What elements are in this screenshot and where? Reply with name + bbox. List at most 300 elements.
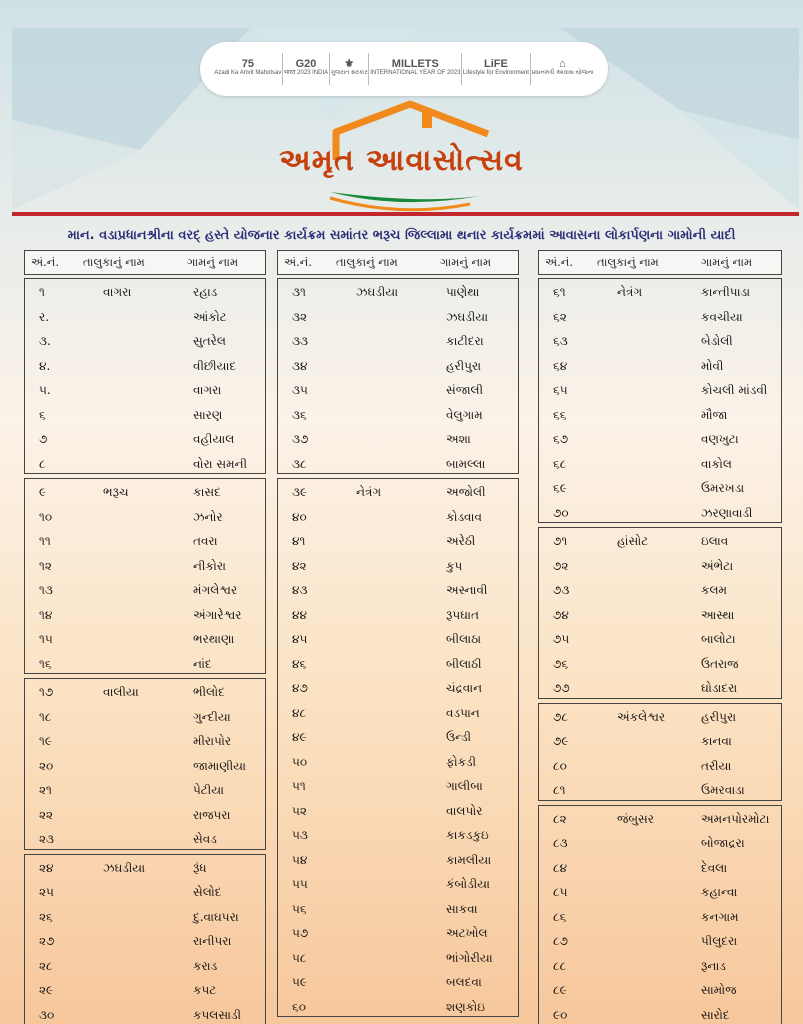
village-name: કાસદ <box>193 485 221 499</box>
village-name: ઉન્ડી <box>446 730 472 744</box>
serial-number: ૯ <box>39 485 47 499</box>
village-name: અટખોલ <box>446 926 488 940</box>
village-name: વહીયાલ <box>193 432 235 446</box>
header-taluka: તાલુકાનું નામ <box>597 255 659 269</box>
table-row <box>25 928 265 953</box>
serial-number: ૨૮ <box>39 958 53 973</box>
village-name: સારોદ <box>701 1007 730 1022</box>
village-name: વીછીયાદ <box>193 358 237 373</box>
serial-number: ૮૭ <box>553 934 568 948</box>
serial-number: ૧૭ <box>39 685 54 699</box>
village-name: મંગલેશ્વર <box>193 583 238 597</box>
taluka-group <box>538 805 782 1024</box>
village-name: કંબોડીયા <box>446 877 490 891</box>
serial-number: ૮૬ <box>553 909 567 924</box>
village-name: અસ્નાવી <box>446 583 488 597</box>
serial-number: ૭૨ <box>553 558 569 573</box>
table-row <box>539 753 781 778</box>
serial-number: ૧૯ <box>39 734 52 748</box>
village-name: રાનીપરા <box>193 934 232 948</box>
village-name: બીલાઠા <box>446 632 482 646</box>
table-row <box>539 651 781 676</box>
village-name: નાંદ <box>193 656 212 671</box>
header-taluka: તાલુકાનું નામ <box>83 255 145 269</box>
table-row <box>539 328 781 353</box>
serial-number: ૧૪ <box>39 607 53 622</box>
table-row <box>25 904 265 929</box>
serial-number: ૨૭ <box>39 934 55 948</box>
table-row <box>25 728 265 753</box>
table-row <box>278 969 518 994</box>
village-name: અશા <box>446 432 471 446</box>
village-name: ઝઘડીયા <box>446 309 489 324</box>
village-name: કાન્તીપાડા <box>701 285 751 299</box>
table-row <box>539 626 781 651</box>
village-name: અંગારેશ્વર <box>193 607 242 622</box>
serial-number: ૮ <box>39 456 46 471</box>
table-row <box>25 353 265 378</box>
table-row <box>278 553 518 578</box>
taluka-name: નેત્રંગ <box>617 285 643 299</box>
logo-mark: ⌂ <box>559 58 566 70</box>
village-name: પીલુદરા <box>701 934 738 948</box>
taluka-group <box>24 278 266 474</box>
serial-number: ૮૫ <box>553 885 568 899</box>
house-roof-icon <box>0 0 803 220</box>
table-row <box>278 749 518 774</box>
table-row <box>539 279 781 304</box>
village-name: ઝનોર <box>193 509 223 524</box>
table-row <box>539 728 781 753</box>
village-name: સુતરેલ <box>193 334 226 348</box>
serial-number: ૩૩ <box>292 334 308 348</box>
serial-number: ૩૬ <box>292 407 307 422</box>
serial-number: ૫૯ <box>292 975 307 989</box>
serial-number: ૪૩ <box>292 583 308 597</box>
village-name: બામલ્લા <box>446 456 486 471</box>
taluka-name: ઝઘડીયા <box>103 860 146 875</box>
table-row <box>25 626 265 651</box>
table-row <box>25 479 265 504</box>
serial-number: ૨૦ <box>39 758 54 773</box>
serial-number: ૨૫ <box>39 885 54 899</box>
serial-number: ૭૪ <box>553 607 569 622</box>
table-row <box>539 528 781 553</box>
village-name: સામોજ <box>701 983 737 997</box>
table-row <box>25 402 265 427</box>
serial-number: ૪૭ <box>292 681 308 695</box>
village-name: તરીયા <box>701 758 732 773</box>
table-row <box>278 328 518 353</box>
taluka-group <box>24 854 266 1024</box>
header-num: અં.નં. <box>31 255 60 269</box>
serial-number: ૮૯ <box>553 983 567 997</box>
village-name: પેટીયા <box>193 783 224 797</box>
village-name: નીકોરા <box>193 558 226 573</box>
header-num: અં.નં. <box>284 255 313 269</box>
table-row <box>278 377 518 402</box>
serial-number: ૩૦ <box>39 1007 55 1022</box>
village-name: કાટીદરા <box>446 334 484 348</box>
column-header <box>277 250 519 275</box>
serial-number: ૬૯ <box>553 481 567 495</box>
village-name: કપલસાડી <box>193 1007 242 1022</box>
serial-number: ૨૬ <box>39 909 53 924</box>
header-num: અં.નં. <box>545 255 574 269</box>
village-name: સારણ <box>193 407 223 422</box>
taluka-group <box>277 478 519 1017</box>
serial-number: ૨૧ <box>39 783 52 797</box>
serial-number: ૧૦ <box>39 509 53 524</box>
serial-number: ૫. <box>39 383 51 397</box>
serial-number: ૨૪ <box>39 860 54 875</box>
serial-number: ૯૦ <box>553 1007 568 1022</box>
table-row <box>25 528 265 553</box>
village-name: ઇલાવ <box>701 534 729 548</box>
village-name: વોરા સમની <box>193 456 247 471</box>
table-row <box>278 626 518 651</box>
village-name: કપટ <box>193 983 217 997</box>
serial-number: ૫૭ <box>292 926 309 940</box>
village-name: કલમ <box>701 583 728 597</box>
serial-number: ૫૪ <box>292 852 308 867</box>
village-name: ભરથાણા <box>193 632 235 646</box>
village-name: અંભેટા <box>701 558 734 573</box>
logo-caption: ગુજરાત સરકાર <box>330 70 368 76</box>
village-name: કોચલી માંડવી <box>701 383 768 397</box>
serial-number: ૮૨ <box>553 811 567 826</box>
table-row <box>25 504 265 529</box>
header-village: ગામનું નામ <box>440 255 492 269</box>
table-row <box>278 577 518 602</box>
serial-number: ૪૫ <box>292 632 308 646</box>
table-row <box>25 553 265 578</box>
serial-number: ૧૫ <box>39 632 53 646</box>
serial-number: ૮૧ <box>553 783 566 797</box>
logo-caption: INTERNATIONAL YEAR OF 2023 <box>370 70 461 76</box>
village-name: ચંદ્રવાન <box>446 681 483 695</box>
table-row <box>539 830 781 855</box>
column-header <box>24 250 266 275</box>
table-row <box>278 451 518 476</box>
taluka-group <box>538 703 782 801</box>
taluka-name: નેત્રંગ <box>356 485 382 499</box>
village-name: કુપ <box>446 558 463 573</box>
village-name: આસ્થા <box>701 607 735 622</box>
taluka-name: અંકલેશ્વર <box>617 709 666 724</box>
serial-number: ૭૫ <box>553 632 570 646</box>
table-row <box>539 402 781 427</box>
column-header <box>538 250 782 275</box>
serial-number: ૩૮ <box>292 456 307 471</box>
village-name: કાનવા <box>701 734 732 748</box>
village-name: દુ.વાઘપરા <box>193 909 239 924</box>
table-row <box>278 773 518 798</box>
table-row <box>278 945 518 970</box>
serial-number: ૧૮ <box>39 709 52 724</box>
taluka-name: વાલીયા <box>103 685 139 699</box>
table-row <box>25 679 265 704</box>
table-row <box>25 602 265 627</box>
serial-number: ૫૧ <box>292 779 306 793</box>
table-row <box>539 377 781 402</box>
title-divider <box>12 212 799 216</box>
serial-number: ૩. <box>39 334 51 348</box>
village-name: ઉમરવાડા <box>701 783 745 797</box>
logo-caption: Azadi Ka Amrit Mahotsav <box>214 70 282 76</box>
serial-number: ૫૦ <box>292 754 308 769</box>
serial-number: ૩૪ <box>292 358 308 373</box>
village-name: રાજપરા <box>193 807 231 822</box>
village-name: વડપાન <box>446 705 480 720</box>
header-village: ગામનું નામ <box>187 255 239 269</box>
village-name: બોજાદ્રરા <box>701 836 745 850</box>
village-name: સેવડ <box>193 832 217 846</box>
village-name: ગાલીબા <box>446 779 483 793</box>
serial-number: ૩૧ <box>292 285 306 299</box>
village-name: કનગામ <box>701 909 739 924</box>
serial-number: ૩૯ <box>292 485 308 499</box>
serial-number: ૧૩ <box>39 583 53 597</box>
logo-caption: Lifestyle for Environment <box>462 70 529 76</box>
table-row <box>25 328 265 353</box>
serial-number: ૫૬ <box>292 901 307 916</box>
table-row <box>539 602 781 627</box>
table-row <box>25 1002 265 1024</box>
serial-number: ૭૭ <box>553 681 570 695</box>
village-name: ભાંગોરીયા <box>446 950 493 965</box>
village-name: ઘોડાદરા <box>701 681 738 695</box>
village-name: અજોલી <box>446 485 486 499</box>
serial-number: ૧૨ <box>39 558 52 573</box>
table-row <box>25 753 265 778</box>
village-name: વાલપોર <box>446 803 483 818</box>
table-row <box>278 847 518 872</box>
table-row <box>539 577 781 602</box>
table-row <box>278 700 518 725</box>
table-row <box>278 651 518 676</box>
serial-number: ૧ <box>39 285 45 299</box>
table-row <box>25 977 265 1002</box>
table-row <box>539 1002 781 1024</box>
serial-number: ૨૩ <box>39 832 55 846</box>
village-name: રૂનાડ <box>701 958 726 973</box>
village-name: બીલાઠી <box>446 656 482 671</box>
serial-number: ૬૫ <box>553 383 568 397</box>
serial-number: ૮૦ <box>553 758 567 773</box>
village-name: ઝરણાવાડી <box>701 505 753 520</box>
table-row <box>539 928 781 953</box>
table-row <box>539 553 781 578</box>
village-name: મોવી <box>701 358 724 373</box>
serial-number: ૬ <box>39 407 46 422</box>
serial-number: ૬૧ <box>553 285 566 299</box>
logo-mark: LiFE <box>484 58 508 70</box>
page-title: અમૃત આવાસોત્સવ <box>279 143 524 178</box>
village-name: પાણેથા <box>446 285 480 299</box>
taluka-name: ઝઘડીયા <box>356 285 399 299</box>
serial-number: ૭૯ <box>553 734 569 748</box>
table-row <box>25 953 265 978</box>
village-name: સેલોદ <box>193 885 222 899</box>
serial-number: ૫૨ <box>292 803 307 818</box>
serial-number: ૪૮ <box>292 705 307 720</box>
village-name: કરાડ <box>193 958 218 973</box>
serial-number: ૭૧ <box>553 534 568 548</box>
serial-number: ૭૦ <box>553 505 569 520</box>
table-row <box>539 879 781 904</box>
serial-number: ૭૬ <box>553 656 569 671</box>
table-row <box>278 479 518 504</box>
village-name: શણકોઇ <box>446 999 485 1014</box>
table-row <box>25 304 265 329</box>
serial-number: ૩૨ <box>292 309 308 324</box>
village-name: રૂંધ <box>193 860 207 875</box>
table-row <box>25 826 265 851</box>
village-name: બલદવા <box>446 975 482 989</box>
table-row <box>25 426 265 451</box>
table-row <box>539 304 781 329</box>
serial-number: ૧૧ <box>39 534 51 548</box>
logo-mark: ⚜ <box>344 58 355 70</box>
serial-number: ૬૦ <box>292 999 306 1014</box>
village-name: વાગરા <box>193 383 222 397</box>
taluka-name: જંબુસર <box>617 811 654 826</box>
village-name: ઉમરખડા <box>701 481 745 495</box>
table-row <box>25 802 265 827</box>
table-row <box>539 704 781 729</box>
table-row <box>25 651 265 676</box>
table-row <box>278 402 518 427</box>
table-row <box>539 353 781 378</box>
village-name: ગુન્દીયા <box>193 709 231 724</box>
serial-number: ૨૨ <box>39 807 54 822</box>
village-name: કહાન્વા <box>701 885 738 899</box>
taluka-group <box>538 527 782 699</box>
village-name: સંજાલી <box>446 383 484 397</box>
logo-mark: 75 <box>241 58 254 70</box>
village-name: રહાડ <box>193 285 218 299</box>
serial-number: ૩૭ <box>292 432 309 446</box>
table-row <box>25 377 265 402</box>
table-row <box>278 353 518 378</box>
table-row <box>25 879 265 904</box>
village-name: ઉતરાજ <box>701 656 739 671</box>
village-name: હરીપુરા <box>446 358 482 373</box>
taluka-group <box>24 478 266 674</box>
table-row <box>25 451 265 476</box>
table-row <box>539 977 781 1002</box>
serial-number: ૩૫ <box>292 383 308 397</box>
table-row <box>539 855 781 880</box>
table-row <box>278 994 518 1019</box>
serial-number: ૪. <box>39 358 51 373</box>
taluka-name: ભરૂચ <box>103 485 129 499</box>
table-row <box>25 577 265 602</box>
village-name: બાલોટા <box>701 632 736 646</box>
village-name: રૂપઘાત <box>446 607 479 622</box>
taluka-name: હાંસોટ <box>617 534 649 548</box>
village-name: અરેઠી <box>446 534 476 548</box>
taluka-name: વાગરા <box>103 285 132 299</box>
village-name: કામલીયા <box>446 852 492 867</box>
logo-mark: G20 <box>295 58 317 70</box>
village-name: મૌજા <box>701 407 728 422</box>
serial-number: ૪૨ <box>292 558 307 573</box>
serial-number: ૭ <box>39 432 48 446</box>
table-row <box>539 475 781 500</box>
serial-number: ૭૮ <box>553 709 568 724</box>
table-row <box>25 279 265 304</box>
serial-number: ૫૫ <box>292 877 308 891</box>
village-name: ફોકડી <box>446 754 477 769</box>
table-row <box>539 904 781 929</box>
table-row <box>278 724 518 749</box>
serial-number: ૪૯ <box>292 730 307 744</box>
serial-number: ૬૨ <box>553 309 567 324</box>
table-row <box>278 798 518 823</box>
table-row <box>539 777 781 802</box>
table-row <box>278 920 518 945</box>
village-name: કવચીયા <box>701 309 743 324</box>
village-name: અમનપોરમોટા <box>701 811 770 826</box>
serial-number: ૧૬ <box>39 656 52 671</box>
table-row <box>278 822 518 847</box>
table-row <box>278 504 518 529</box>
serial-number: ૬૬ <box>553 407 567 422</box>
taluka-group <box>277 278 519 474</box>
serial-number: ર. <box>39 309 50 324</box>
table-row <box>278 675 518 700</box>
table-row <box>539 426 781 451</box>
taluka-group <box>24 678 266 850</box>
serial-number: ૫૩ <box>292 828 308 842</box>
village-name: દેવલા <box>701 860 728 875</box>
serial-number: ૪૦ <box>292 509 307 524</box>
logo-caption: भारत 2023 INDIA <box>283 70 329 76</box>
table-row <box>25 855 265 880</box>
table-row <box>278 896 518 921</box>
table-row <box>539 675 781 700</box>
taluka-group <box>538 278 782 523</box>
village-name: જામાણીયા <box>193 758 246 773</box>
village-name: ભીલોદ <box>193 685 225 699</box>
serial-number: ૪૧ <box>292 534 306 548</box>
header-taluka: તાલુકાનું નામ <box>336 255 398 269</box>
serial-number: ૪૬ <box>292 656 307 671</box>
village-name: આંકોટ <box>193 309 227 324</box>
table-row <box>278 279 518 304</box>
village-name: તવરા <box>193 534 218 548</box>
table-row <box>25 704 265 729</box>
serial-number: ૬૩ <box>553 334 568 348</box>
table-row <box>278 602 518 627</box>
table-row <box>539 806 781 831</box>
village-name: કોડવાવ <box>446 509 482 524</box>
table-row <box>278 304 518 329</box>
logo-caption: પ્રધાનમંત્રી આવાસ યોજના <box>531 70 594 76</box>
serial-number: ૭૩ <box>553 583 570 597</box>
serial-number: ૮૮ <box>553 958 567 973</box>
serial-number: ૬૮ <box>553 456 567 471</box>
page-subtitle: માન. વડાપ્રધાનશ્રીના વરદ્ હસ્તે યોજનાર કાર્યક્રમ સમાંતર ભરૂચ જિલ્લામા થનાર કાર્યક્રમમાં આવાસના લોકાર્પણના ગામોની યાદી <box>67 228 736 243</box>
table-row <box>278 528 518 553</box>
serial-number: ૫૮ <box>292 950 307 965</box>
table-row <box>539 953 781 978</box>
header-village: ગામનું નામ <box>701 255 753 269</box>
village-name: મીરાપોર <box>193 734 232 748</box>
village-name: વેલુગામ <box>446 407 483 422</box>
